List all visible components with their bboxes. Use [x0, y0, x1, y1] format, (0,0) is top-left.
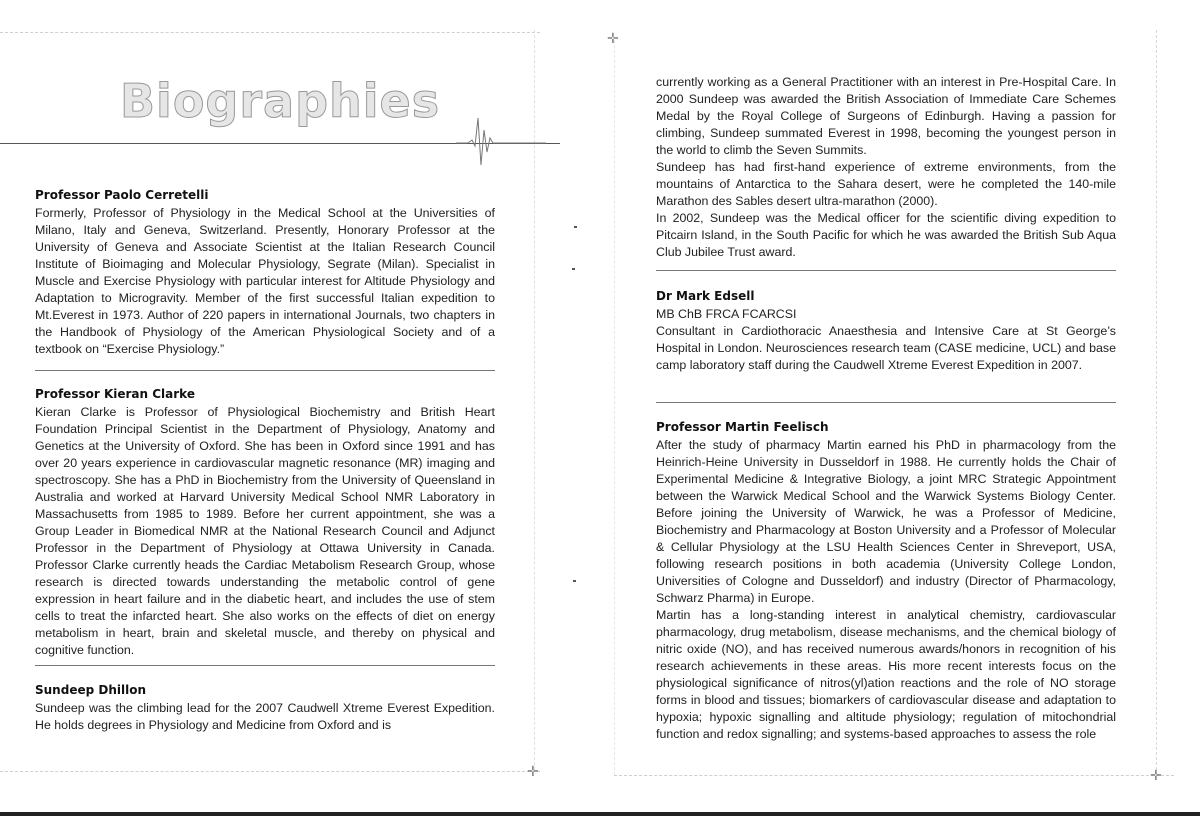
- section-divider: [35, 665, 495, 666]
- bio-sundeep-dhillon-continued: [656, 74, 1116, 261]
- bio-text: After the study of pharmacy Martin earned his PhD in pharmacology from the Heinrich-Heine University in Dusseldorf in 1988. He currently holds the Chair of Experimental Medicine & Integrative Biology, a joint MRC Strategic Appointment between the Warwick Medical School and the Warwick Systems Biology Center. Before joining the University of Warwick, he was a Professor of Medicine, Biochemistry and Pharmacology at Boston University and a Professor of Molecular & Cellular Physiology at the LSU Health Sciences Center in Shreveport, USA, following research positions in both academia (University College London, Universities of Cologne and Dusseldorf) and industry (Director of Pharmacology, Schwarz Pharma) in Europe.: [656, 438, 1116, 605]
- section-divider: [656, 402, 1116, 403]
- right-page: [600, 0, 1200, 816]
- bio-name: Professor Martin Feelisch: [656, 420, 829, 434]
- bio-text: Martin has a long-standing interest in analytical chemistry, cardiovascular pharmacology, drug metabolism, disease mechanisms, and the chemical biology of nitric oxide (NO), and has received numerous awards/honors in recognition of his research achievements in these areas. His more recent interests focus on the physiological significance of nitros(yl)ation reactions and the role of NO storage forms in blood and tissues; biomarkers of cardiovascular disease and adaptation to hypoxia; hypoxic signalling and altitude physiology; regulation of mitochondrial function and redox signalling; and systems-based approaches to assess the role: [656, 608, 1116, 741]
- bio-mark-edsell: [656, 288, 1116, 374]
- heartbeat-icon: [456, 110, 546, 170]
- bio-text: In 2002, Sundeep was the Medical officer for the scientific diving expedition to Pitcairn Island, in the South Pacific for which he was awarded the British Sub Aqua Club Jubilee Trust award.: [656, 211, 1116, 259]
- bio-text: Sundeep has had first-hand experience of extreme environments, from the mountains of Antarctica to the Sahara desert, were he completed the 140-mile Marathon des Sables desert ultra-marathon (2000).: [656, 160, 1116, 208]
- crop-mark-icon: ✛: [1150, 767, 1162, 783]
- bio-text: Sundeep was the climbing lead for the 2007 Caudwell Xtreme Everest Expedition. He holds degrees in Physiology and Medicine from Oxford and is: [35, 701, 495, 732]
- bio-sundeep-dhillon: [35, 682, 495, 734]
- bio-name: Professor Paolo Cerretelli: [35, 188, 209, 202]
- section-divider: [35, 370, 495, 371]
- bio-martin-feelisch: [656, 419, 1116, 743]
- bio-text: Consultant in Cardiothoracic Anaesthesia and Intensive Care at St George’s Hospital in London. Neurosciences research team (CASE medicine, UCL) and base camp laboratory staff during the Caudwell Xtreme Everest Expedition in 2007.: [656, 324, 1116, 372]
- bio-text: Kieran Clarke is Professor of Physiological Biochemistry and British Heart Foundation Principal Scientist in the Department of Physiology, Anatomy and Genetics at the University of Oxford. She has been in Oxford since 1991 and has over 20 years experience in cardiovascular magnetic resonance (MR) imaging and spectroscopy. She has a PhD in Biochemistry from the University of Queensland in Australia and worked at Harvard University Medical School NMR Laboratory in Massachusetts from 1985 to 1989. Before her current appointment, she was a Group Leader in Biomedical NMR at the National Research Council and Adjunct Professor in the Department of Physiology at Ottawa University in Canada. Professor Clarke currently heads the Cardiac Metabolism Research Group, whose research is directed towards understanding the metabolic control of gene expression in heart failure and in the diabetic heart, and includes the use of stem cells to treat the infarcted heart. She also works on the effects of diet on energy metabolism in heart, brain and skeletal muscle, and thereby on physical and cognitive function.: [35, 405, 495, 657]
- bio-text: Formerly, Professor of Physiology in the Medical School at the Universities of Milano, Italy and Geneva, Switzerland. Presently, Honorary Professor at the University of Geneva and Associate Scientist at the Italian Research Council Institute of Bioimaging and Molecular Physiology, Segrate (Milan). Specialist in Muscle and Exercise Physiology with particular interest for Altitude Physiology and Adaptation to Microgravity. Member of the first successful Italian expedition to Mt.Everest in 1973. Author of 220 papers in international Journals, two chapters in the Handbook of Physiology of the American Physiological Society and of a textbook on “Exercise Physiology.”: [35, 206, 495, 356]
- bio-paolo-cerretelli: [35, 187, 495, 358]
- section-divider: [656, 270, 1116, 271]
- crop-mark-icon: ✛: [527, 763, 539, 779]
- page-title: Biographies: [120, 74, 441, 128]
- bio-kieran-clarke: [35, 386, 495, 659]
- bio-name: Professor Kieran Clarke: [35, 387, 195, 401]
- bio-text: currently working as a General Practitioner with an interest in Pre-Hospital Care. In 2000 Sundeep was awarded the British Association of Immediate Care Schemes Medal by the Royal College of Surgeons of Edinburgh. Having a passion for climbing, Sundeep summated Everest in 1998, becoming the youngest person in the world to climb the Seven Summits.: [656, 75, 1116, 157]
- bio-name: Dr Mark Edsell: [656, 289, 755, 303]
- bio-name: Sundeep Dhillon: [35, 683, 146, 697]
- bio-credentials: MB ChB FRCA FCARCSI: [656, 307, 797, 321]
- crop-mark-icon: ✛: [607, 30, 619, 46]
